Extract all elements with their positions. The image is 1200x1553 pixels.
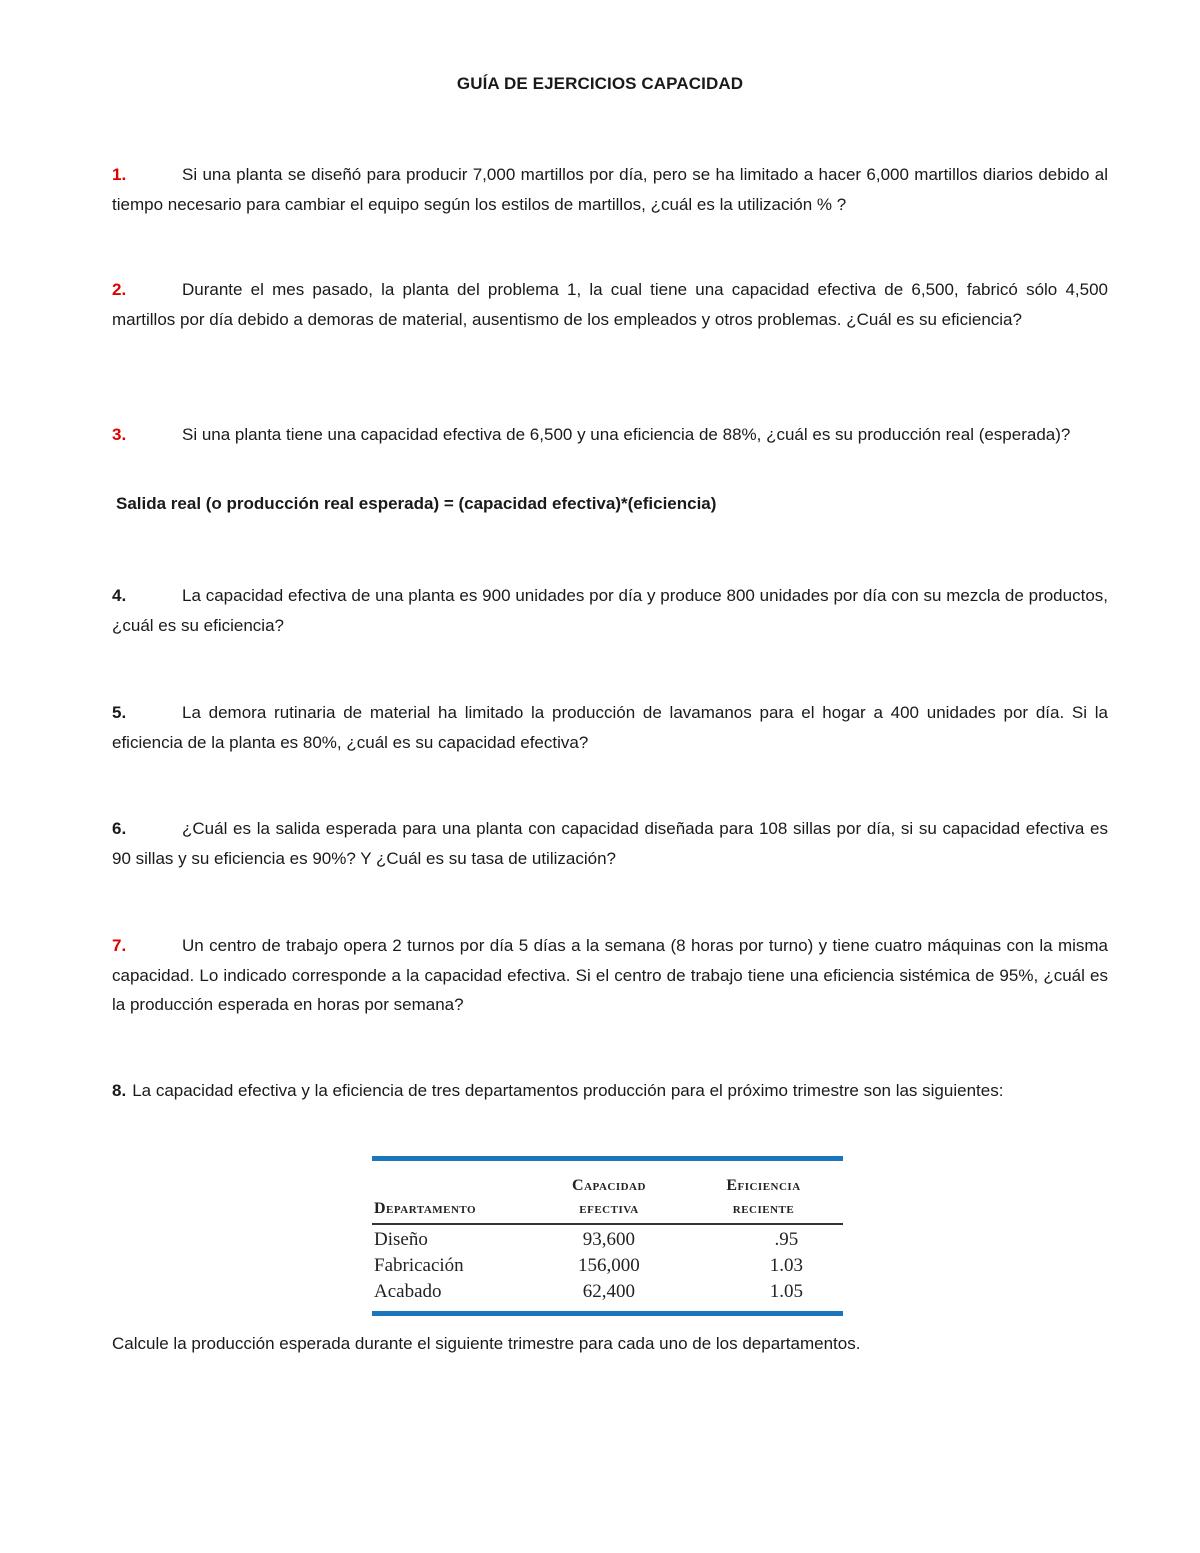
table-header-row — [372, 1195, 843, 1223]
exercise-5 — [112, 698, 1108, 757]
exercise-2 — [112, 275, 1108, 334]
table-row — [372, 1227, 843, 1253]
exercise-text: Un centro de trabajo opera 2 turnos por día 5 días a la semana (8 horas por turno) y tiene cuatro máquinas con la misma capacidad. Lo indicado corresponde a la capacidad efectiva. Si el centro de trabajo tiene una eficiencia sistémica de 95%, ¿cuál es la producción esperada en horas por semana? — [112, 936, 1108, 1014]
dept-name: Acabado — [374, 1280, 442, 1302]
table-header-rule — [372, 1223, 843, 1225]
col-header-capacity-sub: efectiva — [579, 1200, 639, 1217]
dept-efficiency: 1.05 — [769, 1280, 803, 1302]
dept-capacity: 62,400 — [582, 1280, 635, 1302]
exercise-number: 2. — [112, 280, 127, 299]
dept-capacity: 156,000 — [577, 1254, 640, 1276]
table-header-row — [372, 1161, 843, 1195]
exercise-1 — [112, 160, 1108, 219]
exercise-number: 5. — [112, 703, 127, 722]
exercise-7 — [112, 931, 1108, 1020]
exercise-number: 8. — [112, 1081, 127, 1100]
department-table — [372, 1156, 843, 1316]
table-row — [372, 1253, 843, 1279]
dept-name: Fabricación — [374, 1254, 464, 1276]
exercise-text: La capacidad efectiva de una planta es 900 unidades por día y produce 800 unidades por día con su mezcla de productos, ¿cuál es su eficiencia? — [112, 586, 1108, 635]
table-bottom-rule — [372, 1311, 843, 1316]
dept-name: Diseño — [374, 1228, 428, 1250]
formula: Salida real (o producción real esperada) = (capacidad efectiva)*(eficiencia) — [116, 494, 717, 513]
exercise-4 — [112, 581, 1108, 640]
exercise-text: Durante el mes pasado, la planta del problema 1, la cual tiene una capacidad efectiva de 6,500, fabricó sólo 4,500 martillos por día debido a demoras de material, ausentismo de los empleados y otros problemas. ¿Cuál es su eficiencia? — [112, 280, 1108, 329]
dept-capacity: 93,600 — [582, 1228, 635, 1250]
exercise-number: 1. — [112, 165, 127, 184]
col-header-department: Departamento — [374, 1200, 477, 1217]
dept-efficiency: 1.03 — [769, 1254, 803, 1276]
exercise-number: 7. — [112, 936, 127, 955]
col-header-efficiency-sub: reciente — [732, 1200, 795, 1217]
exercise-number: 3. — [112, 425, 127, 444]
col-header-efficiency: Eficiencia — [726, 1177, 801, 1194]
exercise-8 — [112, 1076, 1108, 1106]
exercise-text: La capacidad efectiva y la eficiencia de tres departamentos producción para el próximo trimestre son las siguientes: — [132, 1081, 1004, 1100]
exercise-6 — [112, 814, 1108, 873]
closing-instruction: Calcule la producción esperada durante el siguiente trimestre para cada uno de los departamentos. — [112, 1334, 861, 1353]
exercise-text: La demora rutinaria de material ha limitado la producción de lavamanos para el hogar a 400 unidades por día. Si la eficiencia de la planta es 80%, ¿cuál es su capacidad efectiva? — [112, 703, 1108, 752]
exercise-text: Si una planta se diseñó para producir 7,000 martillos por día, pero se ha limitado a hacer 6,000 martillos diarios debido al tiempo necesario para cambiar el equipo según los estilos de martillos, ¿cuál es la utilización % ? — [112, 165, 1108, 214]
exercise-number: 6. — [112, 819, 127, 838]
exercise-text: Si una planta tiene una capacidad efectiva de 6,500 y una eficiencia de 88%, ¿cuál es su producción real (esperada)? — [182, 425, 1071, 444]
page-title: GUÍA DE EJERCICIOS CAPACIDAD — [456, 74, 744, 93]
table-row — [372, 1279, 843, 1305]
exercise-text: ¿Cuál es la salida esperada para una planta con capacidad diseñada para 108 sillas por día, si su capacidad efectiva es 90 sillas y su eficiencia es 90%? Y ¿Cuál es su tasa de utilización? — [112, 819, 1108, 868]
exercise-number: 4. — [112, 586, 127, 605]
col-header-capacity: Capacidad — [572, 1177, 646, 1194]
dept-efficiency: .95 — [774, 1228, 799, 1250]
exercise-3 — [112, 420, 1108, 450]
